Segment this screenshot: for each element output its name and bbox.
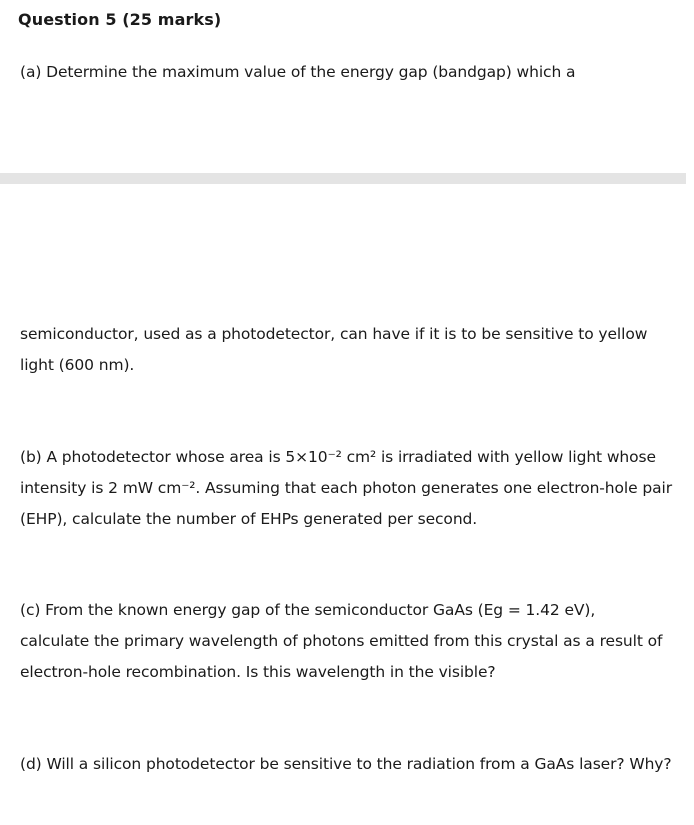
part-a-line-3: light (600 nm). bbox=[20, 356, 135, 374]
part-c-line-1: (c) From the known energy gap of the semiconductor GaAs (Eg = 1.42 eV), bbox=[20, 601, 596, 619]
part-b-line-3: (EHP), calculate the number of EHPs generated per second. bbox=[20, 510, 478, 528]
section-divider bbox=[0, 173, 686, 184]
part-d-line-1: (d) Will a silicon photodetector be sensitive to the radiation from a GaAs laser? Why? bbox=[20, 755, 672, 773]
part-b-line-2: intensity is 2 mW cm⁻². Assuming that each photon generates one electron-hole pair bbox=[20, 479, 672, 497]
part-b-line-1: (b) A photodetector whose area is 5×10⁻² cm² is irradiated with yellow light whose bbox=[20, 448, 656, 466]
part-a-line-2: semiconductor, used as a photodetector, can have if it is to be sensitive to yellow bbox=[20, 325, 648, 343]
part-a-line-1: (a) Determine the maximum value of the energy gap (bandgap) which a bbox=[20, 63, 576, 81]
part-c-line-3: electron-hole recombination. Is this wavelength in the visible? bbox=[20, 663, 496, 681]
question-title: Question 5 (25 marks) bbox=[18, 10, 222, 29]
part-c-line-2: calculate the primary wavelength of photons emitted from this crystal as a result of bbox=[20, 632, 663, 650]
